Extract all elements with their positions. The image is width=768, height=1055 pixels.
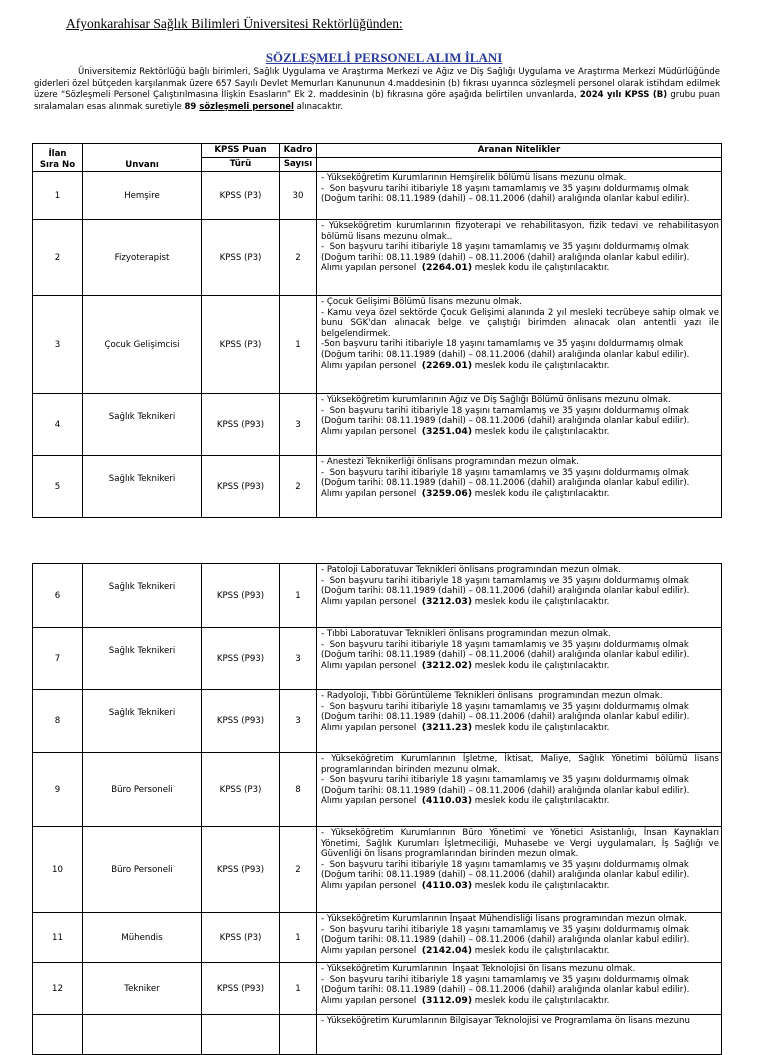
intro-text-2: grubu puan sıralamaları esas alınmak suretiyle	[34, 90, 721, 112]
table-row	[33, 172, 722, 220]
aranan-nitelikler	[317, 753, 722, 827]
kadro-sayisi: 8	[280, 753, 317, 827]
meslek-kodu-prefix: Alımı yapılan personel	[321, 596, 422, 607]
kpss-puan-turu: KPSS (P93)	[202, 394, 280, 456]
kpss-puan-turu: KPSS (P93)	[202, 827, 280, 913]
ilan-sira-no: 1	[33, 172, 83, 220]
requirement-line: - Radyoloji, Tıbbi Görüntüleme Teknikleri önlisans programından mezun olmak.	[321, 691, 663, 701]
table-row	[33, 220, 722, 296]
requirement-line: - Yükseköğretim Kurumlarının Bilgisayar Teknolojisi ve Programlama ön lisans mezunu	[321, 1016, 690, 1026]
aranan-nitelikler	[317, 394, 722, 456]
ilan-sira-no: 2	[33, 220, 83, 296]
requirement-line: - Yükseköğretim kurumlarının Ağız ve Diş Sağlığı Bölümü önlisans mezunu olmak.	[321, 395, 671, 405]
meslek-kodu-line	[321, 489, 719, 500]
meslek-kodu: (3211.23)	[421, 721, 473, 733]
meslek-kodu-prefix: Alımı yapılan personel	[321, 360, 422, 371]
meslek-kodu-line	[321, 263, 719, 274]
unvan: Sağlık Teknikeri	[83, 564, 202, 628]
kpss-puan-turu: KPSS (P3)	[202, 172, 280, 220]
requirement-line: (Doğum tarihi: 08.11.1989 (dahil) – 08.11.2006 (dahil) aralığında olanlar kabul edilir).	[321, 935, 690, 946]
meslek-kodu-line	[321, 946, 719, 957]
ilan-sira-no: 9	[33, 753, 83, 827]
ilan-sira-no: 4	[33, 394, 83, 456]
header-aranan-nitelikler: Aranan Nitelikler	[317, 144, 722, 158]
unvan: Hemşire	[83, 172, 202, 220]
requirement-line: (Doğum tarihi: 08.11.1989 (dahil) – 08.11.2006 (dahil) aralığında olanlar kabul edilir).	[321, 712, 690, 723]
requirement-line: (Doğum tarihi: 08.11.1989 (dahil) – 08.11.2006 (dahil) aralığında olanlar kabul edilir).	[321, 252, 690, 263]
kpss-puan-turu: KPSS (P3)	[202, 753, 280, 827]
unvan: Mühendis	[83, 913, 202, 963]
institution-heading: Afyonkarahisar Sağlık Bilimleri Üniversitesi Rektörlüğünden:	[66, 16, 403, 31]
header-turu: Türü	[202, 158, 280, 172]
kpss-puan-turu: KPSS (P93)	[202, 456, 280, 518]
kadro-sayisi: 1	[280, 963, 317, 1015]
aranan-nitelikler	[317, 564, 722, 628]
table-row	[33, 564, 722, 628]
meslek-kodu-line	[321, 597, 719, 608]
requirement-line: - Kamu veya özel sektörde Çocuk Gelişimi alanında 2 yıl mesleki tecrübeye sahip olmak ve bunu SGK'dan alınacak belge ve çalıştığı birimden alınacak olan antentli yazı ile belgelendirmek.	[321, 307, 722, 339]
meslek-kodu-suffix: meslek kodu ile çalıştırılacaktır.	[472, 488, 610, 499]
table-row	[33, 913, 722, 963]
intro-text-1: Üniversitemiz Rektörlüğü bağlı birimleri, Sağlık Uygulama ve Araştırma Merkezi ve Ağız ve Diş Sağlığı Uygulama ve Araştırma Merkezi Müdürlüğünde giderleri özel bütçeden karşılanmak üzere 657 Sayılı Devlet Memurları Kanununun 4.maddesinin (b) fıkrası uyarınca sözleşmeli personel olarak istihdam edilmek üzere “Sözleşmeli Personel Çalıştırılmasına İlişkin Esasların” Ek 2. maddesinin (b) fıkrasına göre aşağıda belirtilen unvanlarda,	[34, 67, 720, 101]
table-row	[33, 1015, 722, 1055]
kpss-puan-turu	[202, 1015, 280, 1055]
aranan-nitelikler	[317, 456, 722, 518]
kpss-puan-turu: KPSS (P93)	[202, 628, 280, 690]
kpss-puan-turu: KPSS (P93)	[202, 963, 280, 1015]
meslek-kodu-suffix: meslek kodu ile çalıştırılacaktır.	[472, 796, 610, 807]
kadro-sayisi: 1	[280, 913, 317, 963]
ilan-sira-no: 12	[33, 963, 83, 1015]
unvan: Büro Personeli	[83, 827, 202, 913]
meslek-kodu: (2142.04)	[421, 944, 473, 956]
requirement-line: - Tıbbi Laboratuvar Teknikleri önlisans programından mezun olmak.	[321, 629, 611, 639]
meslek-kodu-suffix: meslek kodu ile çalıştırılacaktır.	[472, 945, 610, 956]
meslek-kodu-prefix: Alımı yapılan personel	[321, 796, 422, 807]
kpss-puan-turu: KPSS (P3)	[202, 296, 280, 394]
requirement-line: - Çocuk Gelişimi Bölümü lisans mezunu olmak.	[321, 297, 522, 307]
requirement-line: (Doğum tarihi: 08.11.1989 (dahil) – 08.11.2006 (dahil) aralığında olanlar kabul edilir).	[321, 349, 690, 360]
aranan-nitelikler	[317, 827, 722, 913]
table-row	[33, 296, 722, 394]
requirement-line: -Son başvuru tarihi itibariyle 18 yaşını tamamlamış ve 35 yaşını doldurmamış olmak	[321, 339, 684, 350]
meslek-kodu: (3259.06)	[421, 487, 473, 499]
meslek-kodu-suffix: meslek kodu ile çalıştırılacaktır.	[472, 722, 610, 733]
meslek-kodu: (4110.03)	[421, 879, 473, 891]
table-row	[33, 394, 722, 456]
requirement-line: (Doğum tarihi: 08.11.1989 (dahil) – 08.11.2006 (dahil) aralığında olanlar kabul edilir).	[321, 785, 690, 796]
requirement-line: (Doğum tarihi: 08.11.1989 (dahil) – 08.11.2006 (dahil) aralığında olanlar kabul edilir).	[321, 586, 690, 597]
requirement-line: - Son başvuru tarihi itibariyle 18 yaşını tamamlamış ve 35 yaşını doldurmamış olmak	[321, 405, 689, 416]
requirement-line: (Doğum tarihi: 08.11.1989 (dahil) – 08.11.2006 (dahil) aralığında olanlar kabul edilir).	[321, 478, 690, 489]
meslek-kodu-suffix: meslek kodu ile çalıştırılacaktır.	[472, 360, 610, 371]
aranan-nitelikler	[317, 1015, 722, 1055]
intro-bold-2: 89	[184, 101, 200, 112]
meslek-kodu-prefix: Alımı yapılan personel	[321, 426, 422, 437]
meslek-kodu-prefix: Alımı yapılan personel	[321, 945, 422, 956]
table-row	[33, 628, 722, 690]
header-unvani: Unvanı	[83, 144, 202, 172]
kadro-sayisi: 1	[280, 564, 317, 628]
kadro-sayisi: 2	[280, 456, 317, 518]
meslek-kodu-line	[321, 796, 719, 807]
intro-bold-underlined: sözleşmeli personel	[199, 101, 294, 112]
meslek-kodu-prefix: Alımı yapılan personel	[321, 488, 422, 499]
aranan-nitelikler	[317, 628, 722, 690]
kadro-sayisi: 2	[280, 827, 317, 913]
requirement-line: - Yükseköğretim Kurumlarının İşletme, İktisat, Maliye, Sağlık Yönetimi bölümü lisans programlarından birinden mezunu olmak.	[321, 754, 722, 775]
meslek-kodu-suffix: meslek kodu ile çalıştırılacaktır.	[472, 426, 610, 437]
intro-paragraph	[34, 67, 720, 113]
meslek-kodu-prefix: Alımı yapılan personel	[321, 880, 422, 891]
requirement-line: - Son başvuru tarihi itibariyle 18 yaşını tamamlamış ve 35 yaşını doldurmamış olmak	[321, 701, 689, 712]
header-kadro: Kadro	[280, 144, 317, 158]
meslek-kodu-suffix: meslek kodu ile çalıştırılacaktır.	[472, 880, 610, 891]
unvan: Tekniker	[83, 963, 202, 1015]
kpss-puan-turu: KPSS (P93)	[202, 564, 280, 628]
table-row	[33, 690, 722, 753]
page-title: SÖZLEŞMELİ PERSONEL ALIM İLANI	[265, 50, 503, 65]
unvan: Çocuk Gelişimcisi	[83, 296, 202, 394]
table-row	[33, 456, 722, 518]
requirement-line: - Yükseköğretim Kurumlarının Hemşirelik bölümü lisans mezunu olmak.	[321, 173, 627, 183]
kadro-sayisi: 3	[280, 628, 317, 690]
meslek-kodu-line	[321, 661, 719, 672]
aranan-nitelikler	[317, 172, 722, 220]
unvan: Sağlık Teknikeri	[83, 628, 202, 690]
table-row	[33, 963, 722, 1015]
requirement-line: - Son başvuru tarihi itibariyle 18 yaşını tamamlamış ve 35 yaşını doldurmamış olmak	[321, 183, 689, 194]
meslek-kodu-line	[321, 996, 719, 1007]
meslek-kodu-prefix: Alımı yapılan personel	[321, 660, 422, 671]
unvan: Büro Personeli	[83, 753, 202, 827]
meslek-kodu-suffix: meslek kodu ile çalıştırılacaktır.	[472, 995, 610, 1006]
aranan-nitelikler	[317, 963, 722, 1015]
requirement-line: - Anestezi Teknikerliği önlisans programından mezun olmak.	[321, 457, 580, 467]
table-row	[33, 827, 722, 913]
kadro-sayisi: 2	[280, 220, 317, 296]
requirement-line: (Doğum tarihi: 08.11.1989 (dahil) – 08.11.2006 (dahil) aralığında olanlar kabul edilir).	[321, 416, 690, 427]
requirement-line: - Yükseköğretim kurumlarının fizyoterapi ve rehabilitasyon, fizik tedavi ve rehabilitasyon bölümü lisans mezunu olmak..	[321, 221, 722, 242]
ilan-sira-no: 3	[33, 296, 83, 394]
meslek-kodu: (2269.01)	[421, 359, 473, 371]
meslek-kodu: (4110.03)	[421, 795, 473, 807]
ilan-sira-no: 7	[33, 628, 83, 690]
header-sayisi: Sayısı	[280, 158, 317, 172]
requirement-line: - Yükseköğretim Kurumlarının İnşaat Teknolojisi ön lisans mezunu olmak.	[321, 964, 636, 974]
meslek-kodu-suffix: meslek kodu ile çalıştırılacaktır.	[472, 263, 610, 274]
meslek-kodu-line	[321, 361, 719, 372]
requirement-line: - Son başvuru tarihi itibariyle 18 yaşını tamamlamış ve 35 yaşını doldurmamış olmak	[321, 859, 689, 870]
ilan-sira-no: 10	[33, 827, 83, 913]
intro-text-3: alınacaktır.	[293, 101, 344, 112]
positions-table-part-2	[32, 563, 722, 1055]
requirement-line: - Son başvuru tarihi itibariyle 18 yaşını tamamlamış ve 35 yaşını doldurmamış olmak	[321, 775, 689, 786]
meslek-kodu-prefix: Alımı yapılan personel	[321, 722, 422, 733]
meslek-kodu-line	[321, 881, 719, 892]
meslek-kodu-line	[321, 723, 719, 734]
ilan-sira-no: 11	[33, 913, 83, 963]
ilan-sira-no	[33, 1015, 83, 1055]
requirement-line: (Doğum tarihi: 08.11.1989 (dahil) – 08.11.2006 (dahil) aralığında olanlar kabul edilir).	[321, 985, 690, 996]
kadro-sayisi: 3	[280, 394, 317, 456]
kadro-sayisi: 3	[280, 690, 317, 753]
ilan-sira-no: 5	[33, 456, 83, 518]
kpss-puan-turu: KPSS (P3)	[202, 913, 280, 963]
ilan-sira-no: 6	[33, 564, 83, 628]
meslek-kodu: (3212.02)	[421, 659, 473, 671]
requirement-line: (Doğum tarihi: 08.11.1989 (dahil) – 08.11.2006 (dahil) aralığında olanlar kabul edilir).	[321, 194, 690, 205]
meslek-kodu-line	[321, 427, 719, 438]
header-blank	[317, 158, 722, 172]
table-row	[33, 753, 722, 827]
meslek-kodu-suffix: meslek kodu ile çalıştırılacaktır.	[472, 660, 610, 671]
requirement-line: - Son başvuru tarihi itibariyle 18 yaşını tamamlamış ve 35 yaşını doldurmamış olmak	[321, 242, 689, 253]
requirement-line: - Son başvuru tarihi itibariyle 18 yaşını tamamlamış ve 35 yaşını doldurmamış olmak	[321, 467, 689, 478]
positions-table-part-1	[32, 143, 722, 518]
kpss-puan-turu: KPSS (P3)	[202, 220, 280, 296]
requirement-line: - Son başvuru tarihi itibariyle 18 yaşını tamamlamış ve 35 yaşını doldurmamış olmak	[321, 974, 689, 985]
kadro-sayisi: 1	[280, 296, 317, 394]
requirement-line: - Son başvuru tarihi itibariyle 18 yaşını tamamlamış ve 35 yaşını doldurmamış olmak	[321, 575, 689, 586]
unvan: Sağlık Teknikeri	[83, 690, 202, 753]
aranan-nitelikler	[317, 220, 722, 296]
ilan-sira-no: 8	[33, 690, 83, 753]
kadro-sayisi	[280, 1015, 317, 1055]
aranan-nitelikler	[317, 690, 722, 753]
unvan: Sağlık Teknikeri	[83, 456, 202, 518]
meslek-kodu-prefix: Alımı yapılan personel	[321, 263, 422, 274]
requirement-line: (Doğum tarihi: 08.11.1989 (dahil) – 08.11.2006 (dahil) aralığında olanlar kabul edilir).	[321, 650, 690, 661]
meslek-kodu-suffix: meslek kodu ile çalıştırılacaktır.	[472, 596, 610, 607]
aranan-nitelikler	[317, 296, 722, 394]
requirement-line: - Son başvuru tarihi itibariyle 18 yaşını tamamlamış ve 35 yaşını doldurmamış olmak	[321, 639, 689, 650]
header-kpss-puan: KPSS Puan	[202, 144, 280, 158]
meslek-kodu: (3112.09)	[421, 994, 473, 1006]
unvan: Fizyoterapist	[83, 220, 202, 296]
requirement-line: (Doğum tarihi: 08.11.1989 (dahil) – 08.11.2006 (dahil) aralığında olanlar kabul edilir).	[321, 870, 690, 881]
kadro-sayisi: 30	[280, 172, 317, 220]
header-ilan-sira-no: İlan Sıra No	[33, 144, 83, 172]
meslek-kodu: (3251.04)	[421, 425, 473, 437]
requirement-line: - Patoloji Laboratuvar Teknikleri önlisans programından mezun olmak.	[321, 565, 621, 575]
unvan	[83, 1015, 202, 1055]
requirement-line: - Yükseköğretim Kurumlarının Büro Yönetimi ve Yönetici Asistanlığı, İnsan Kaynakları Yönetimi, Sağlık Kurumları İşletmeciliği, Muhasebe ve Vergi uygulamaları, İş Sağlığı ve Güvenliği ön lisans programlarından birinden mezun olmak.	[321, 828, 722, 860]
requirement-line: - Son başvuru tarihi itibariyle 18 yaşını tamamlamış ve 35 yaşını doldurmamış olmak	[321, 924, 689, 935]
meslek-kodu-prefix: Alımı yapılan personel	[321, 995, 422, 1006]
unvan: Sağlık Teknikeri	[83, 394, 202, 456]
kpss-puan-turu: KPSS (P93)	[202, 690, 280, 753]
aranan-nitelikler	[317, 913, 722, 963]
intro-bold-1: 2024 yılı KPSS (B)	[579, 90, 668, 101]
meslek-kodu: (2264.01)	[421, 262, 473, 274]
requirement-line: - Yükseköğretim Kurumlarının İnşaat Mühendisliği lisans programından mezun olmak.	[321, 914, 687, 924]
meslek-kodu: (3212.03)	[421, 595, 473, 607]
